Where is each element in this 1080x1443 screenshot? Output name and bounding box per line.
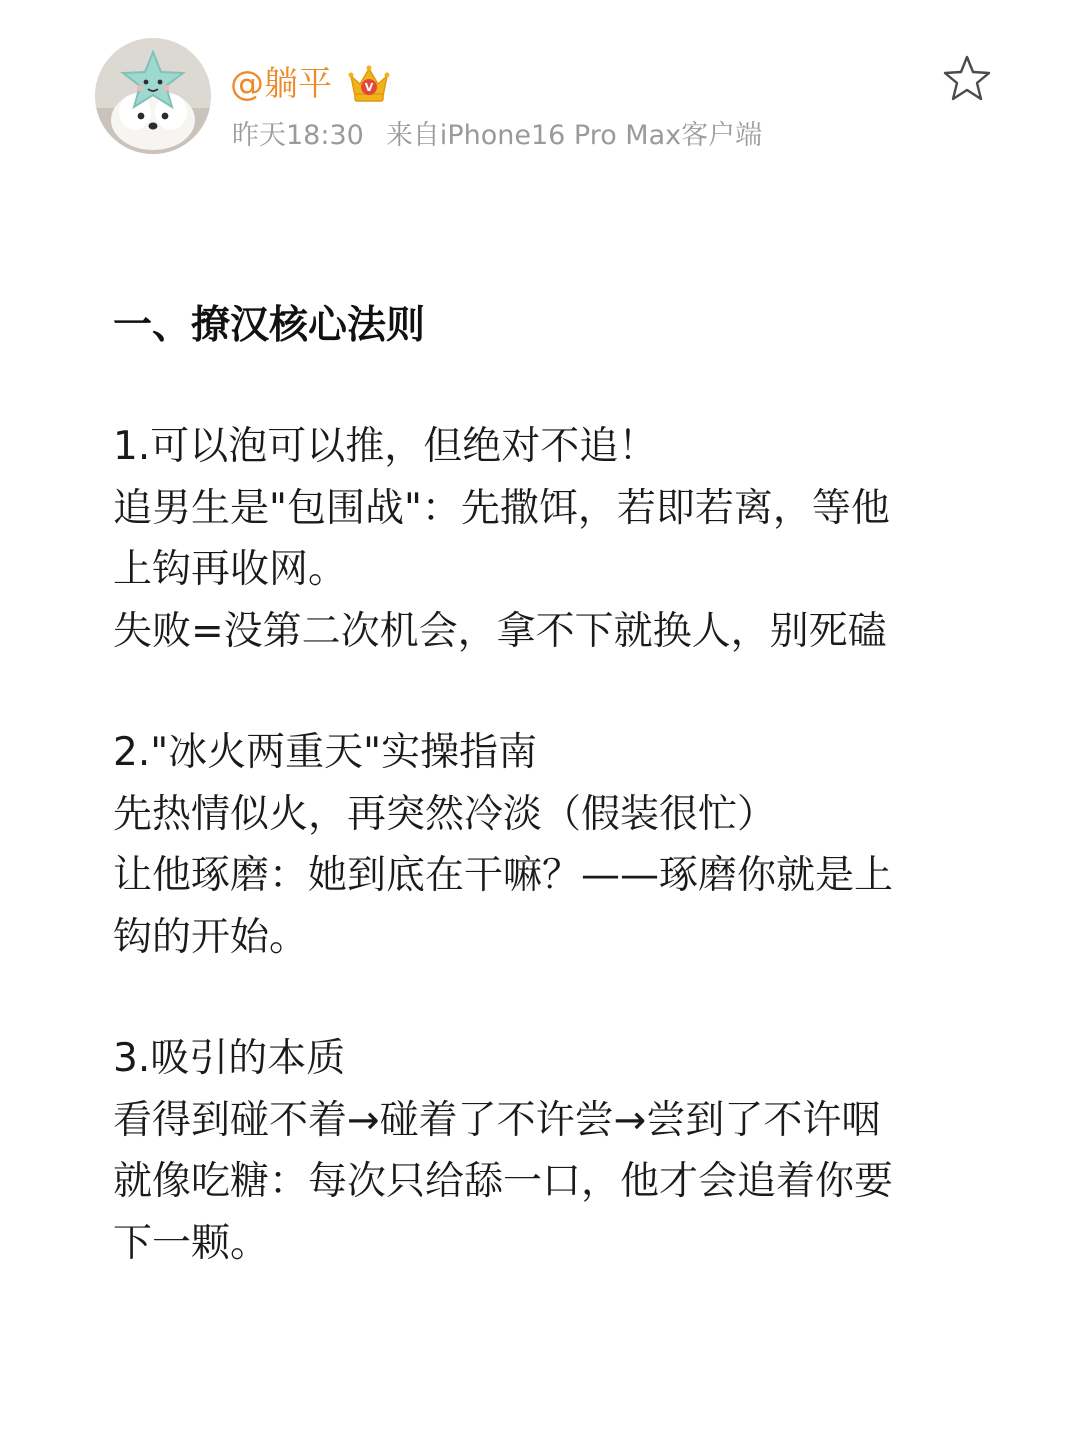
rule-1-line: 追男生是"包围战"：先撒饵，若即若离，等他 bbox=[113, 485, 890, 531]
post-content bbox=[113, 296, 993, 1274]
post-header bbox=[0, 0, 1080, 200]
rule-2-heading: 2."冰火两重天"实操指南 bbox=[113, 730, 538, 775]
rule-item-3 bbox=[113, 1028, 993, 1274]
star-outline-icon bbox=[940, 52, 994, 106]
rule-item-2 bbox=[113, 722, 993, 968]
crown-vip-icon bbox=[345, 60, 393, 108]
rule-2-line: 让他琢磨：她到底在干嘛？——琢磨你就是上 bbox=[113, 853, 894, 898]
rule-2-line: 先热情似火，再突然冷淡（假装很忙） bbox=[113, 791, 777, 837]
post-source: 来自iPhone16 Pro Max客户端 bbox=[385, 120, 763, 151]
rule-2-line: 钩的开始。 bbox=[113, 914, 309, 960]
author-name[interactable]: @躺平 bbox=[230, 64, 332, 104]
avatar-image bbox=[95, 38, 211, 154]
rule-3-line: 下一颗。 bbox=[113, 1220, 270, 1266]
svg-text:V: V bbox=[364, 81, 374, 94]
post-time: 昨天18:30 bbox=[232, 120, 364, 151]
rule-3-line: 看得到碰不着→碰着了不许尝→尝到了不许咽 bbox=[113, 1097, 881, 1143]
post-meta bbox=[232, 118, 762, 154]
rule-1-heading: 1.可以泡可以推，但绝对不追！ bbox=[113, 424, 658, 469]
favorite-star-button[interactable] bbox=[940, 52, 994, 106]
rule-1-line: 上钩再收网。 bbox=[113, 547, 348, 592]
author-avatar[interactable] bbox=[95, 38, 211, 154]
rule-3-heading: 3.吸引的本质 bbox=[113, 1036, 346, 1081]
section-title: 一、撩汉核心法则 bbox=[113, 303, 426, 348]
rule-item-1 bbox=[113, 416, 993, 662]
rule-3-line: 就像吃糖：每次只给舔一口，他才会追着你要 bbox=[113, 1159, 894, 1204]
rule-1-line: 失败=没第二次机会，拿不下就换人，别死磕 bbox=[113, 608, 887, 654]
